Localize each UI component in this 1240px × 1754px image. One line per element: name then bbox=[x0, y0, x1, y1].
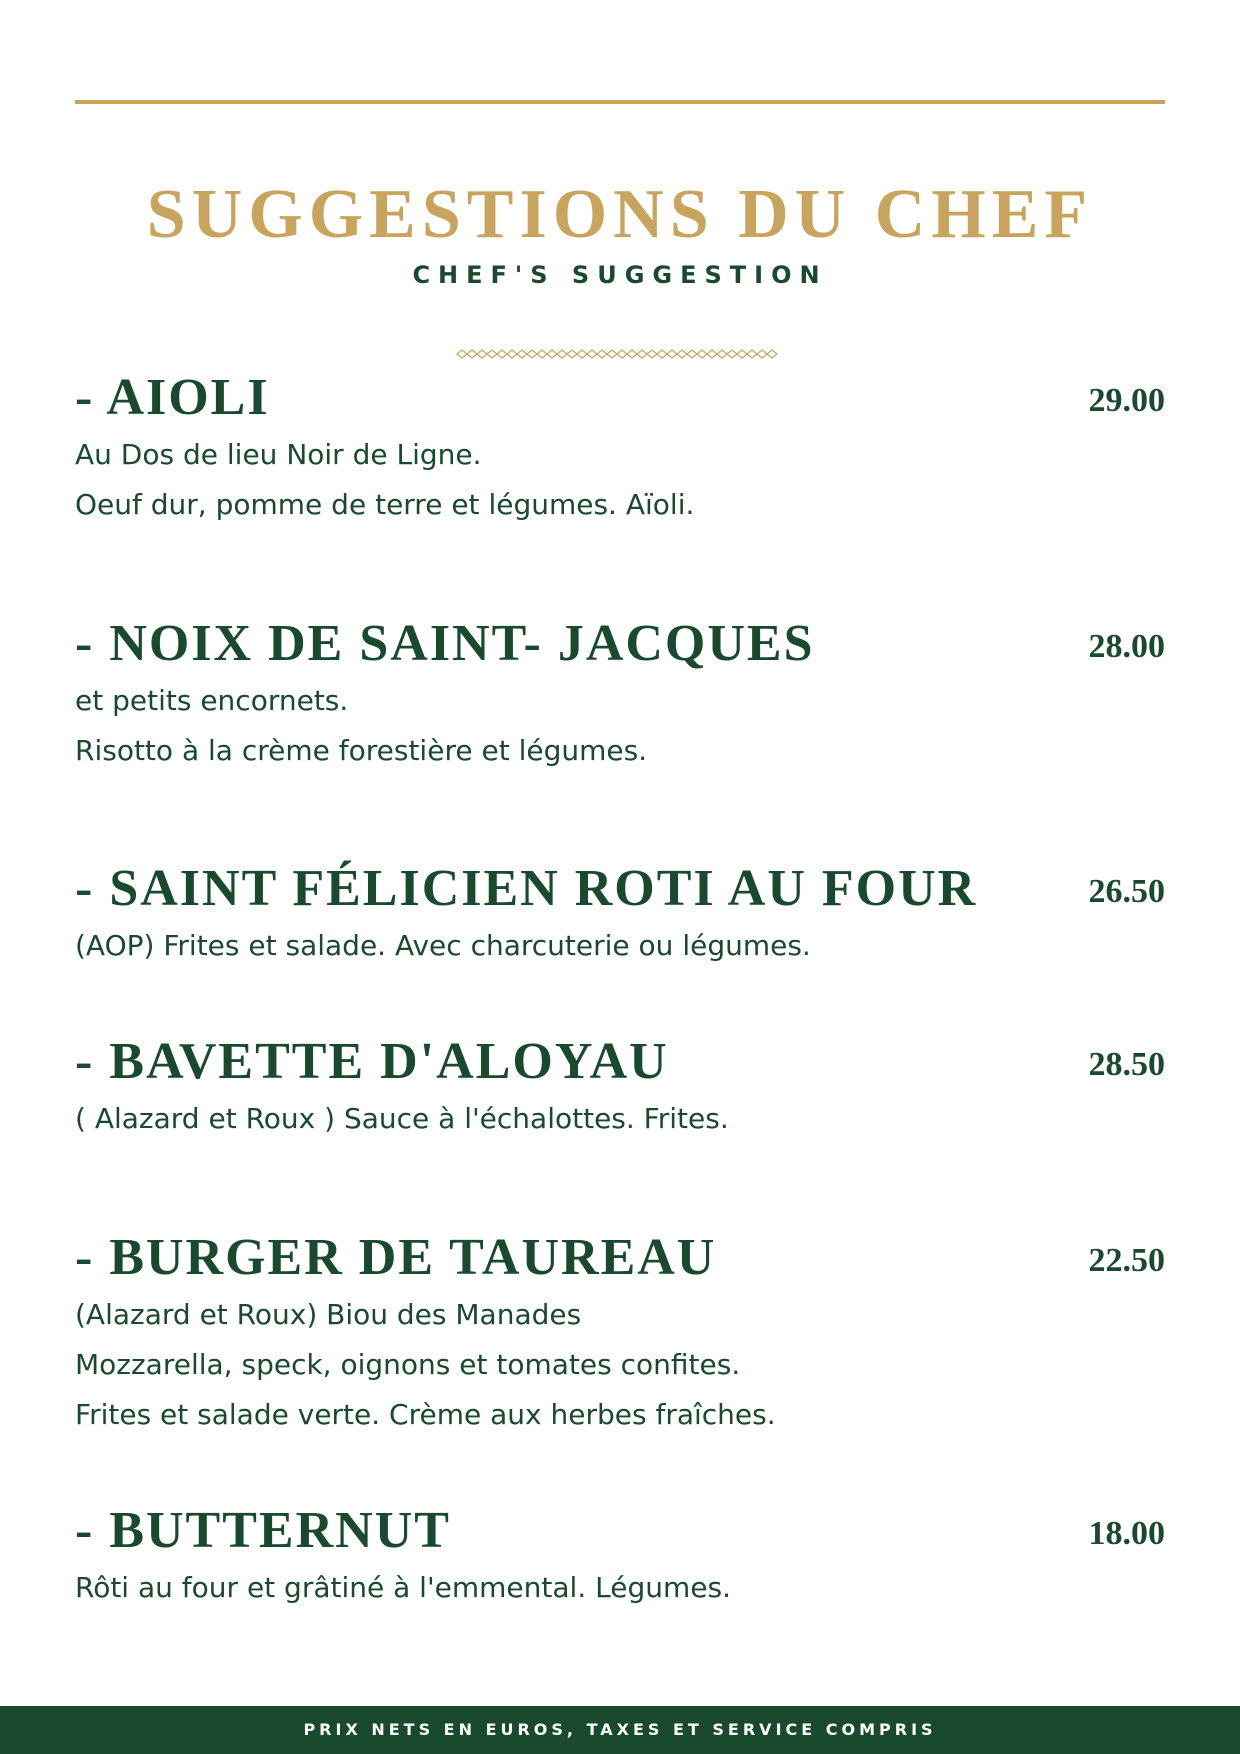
ornament-diamond bbox=[517, 350, 527, 358]
menu-item-name: - BAVETTE D'ALOYAU bbox=[75, 1033, 669, 1090]
description-line: Rôti au four et grâtiné à l'emmental. Légumes. bbox=[75, 1571, 731, 1604]
top-divider bbox=[75, 100, 1165, 104]
footer-note: PRIX NETS EN EUROS, TAXES ET SERVICE COMPRIS bbox=[0, 1706, 1240, 1754]
menu-item-name: - BUTTERNUT bbox=[75, 1502, 451, 1559]
description-line: ( Alazard et Roux ) Sauce à l'échalottes. Frites. bbox=[75, 1102, 729, 1135]
ornament-diamond bbox=[497, 350, 507, 358]
menu-item-description bbox=[75, 1563, 1075, 1613]
ornament-diamond bbox=[727, 350, 737, 358]
ornament-diamond bbox=[717, 350, 727, 358]
ornament-diamond bbox=[627, 350, 637, 358]
ornament-diamond bbox=[737, 350, 747, 358]
menu-item-price: 29.00 bbox=[1088, 382, 1165, 419]
menu-item-description bbox=[75, 1094, 1075, 1144]
menu-item-description bbox=[75, 430, 1075, 530]
page-subtitle: CHEF'S SUGGESTION bbox=[412, 261, 828, 289]
ornament-diamond bbox=[747, 350, 757, 358]
description-line: Frites et salade verte. Crème aux herbes fraîches. bbox=[75, 1398, 776, 1431]
page-title: SUGGESTIONS DU CHEF bbox=[146, 176, 1094, 253]
ornament-diamond bbox=[617, 350, 627, 358]
menu-item-description bbox=[75, 921, 1075, 971]
description-line: (Alazard et Roux) Biou des Manades bbox=[75, 1298, 582, 1331]
ornament-diamond bbox=[637, 350, 647, 358]
ornament-diamond bbox=[757, 350, 767, 358]
ornament-diamond bbox=[657, 350, 667, 358]
menu-item-name: - BURGER DE TAUREAU bbox=[75, 1229, 717, 1286]
description-line: (AOP) Frites et salade. Avec charcuterie ou légumes. bbox=[75, 929, 811, 962]
ornament-diamond bbox=[767, 350, 777, 358]
description-line: Risotto à la crème forestière et légumes. bbox=[75, 734, 648, 767]
menu-item-price: 26.50 bbox=[1088, 873, 1165, 910]
ornament-diamond bbox=[557, 350, 567, 358]
menu-item-price: 18.00 bbox=[1088, 1515, 1165, 1552]
menu-item-name: - SAINT FÉLICIEN ROTI AU FOUR bbox=[75, 860, 978, 917]
ornament-diamond bbox=[537, 350, 547, 358]
description-line: Oeuf dur, pomme de terre et légumes. Aïoli. bbox=[75, 488, 695, 521]
description-line: Au Dos de lieu Noir de Ligne. bbox=[75, 438, 482, 471]
ornament-divider bbox=[455, 347, 785, 361]
ornament-diamond bbox=[667, 350, 677, 358]
ornament-diamond bbox=[487, 350, 497, 358]
menu-item-price: 28.50 bbox=[1088, 1046, 1165, 1083]
ornament-diamond bbox=[527, 350, 537, 358]
description-line: Mozzarella, speck, oignons et tomates confites. bbox=[75, 1348, 741, 1381]
ornament-diamond bbox=[587, 350, 597, 358]
ornament-diamond bbox=[457, 350, 467, 358]
ornament-diamond bbox=[477, 350, 487, 358]
ornament-diamond bbox=[647, 350, 657, 358]
menu-item-name: - NOIX DE SAINT- JACQUES bbox=[75, 615, 815, 672]
ornament-diamond bbox=[567, 350, 577, 358]
ornament-diamond bbox=[607, 350, 617, 358]
ornament-diamond bbox=[597, 350, 607, 358]
menu-item-description bbox=[75, 676, 1075, 776]
ornament-diamond bbox=[687, 350, 697, 358]
ornament-diamond bbox=[677, 350, 687, 358]
menu-item-price: 22.50 bbox=[1088, 1242, 1165, 1279]
ornament-diamond bbox=[697, 350, 707, 358]
ornament-diamond bbox=[467, 350, 477, 358]
ornament-diamond bbox=[707, 350, 717, 358]
ornament-diamond bbox=[547, 350, 557, 358]
ornament-diamond bbox=[577, 350, 587, 358]
ornament-diamond bbox=[507, 350, 517, 358]
description-line: et petits encornets. bbox=[75, 684, 349, 717]
menu-item-description bbox=[75, 1290, 1075, 1440]
menu-item-name: - AIOLI bbox=[75, 369, 270, 426]
menu-item-price: 28.00 bbox=[1088, 628, 1165, 665]
